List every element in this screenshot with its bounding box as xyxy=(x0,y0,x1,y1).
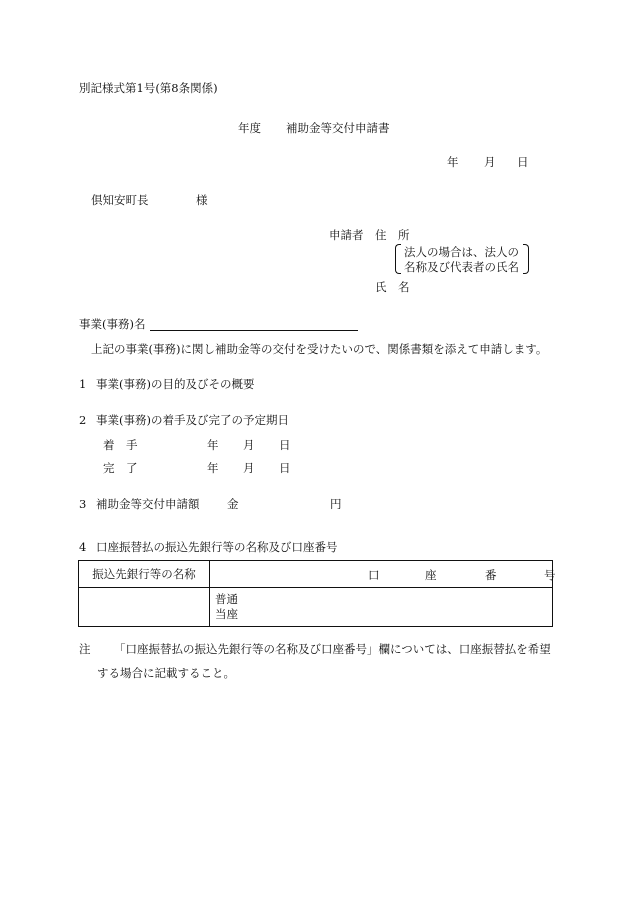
account-header-char-2: 座 xyxy=(425,568,437,582)
start-month: 月 xyxy=(243,438,255,452)
address-label: 住 所 xyxy=(375,228,410,242)
end-label: 完 了 xyxy=(103,461,138,475)
date-month-label: 月 xyxy=(484,155,496,169)
end-year: 年 xyxy=(207,461,219,475)
date-year-label: 年 xyxy=(447,155,459,169)
addressee-name: 倶知安町長 xyxy=(91,193,149,207)
right-bracket xyxy=(523,244,529,274)
start-day: 日 xyxy=(279,438,291,452)
amount-prefix: 金 xyxy=(227,497,239,511)
bank-table-entry-row xyxy=(79,588,553,627)
item-4-number: 4 xyxy=(79,540,87,554)
note-label: 注 xyxy=(79,642,91,656)
item-3-text: 補助金等交付申請額 xyxy=(96,497,200,511)
left-bracket xyxy=(395,244,401,274)
intro-text: 上記の事業(事務)に関し補助金等の交付を受けたいので、関係書類を添えて申請します。 xyxy=(91,342,548,356)
account-type-current: 当座 xyxy=(215,607,238,621)
corporate-note-line2: 名称及び代表者の氏名 xyxy=(404,260,519,274)
applicant-label: 申請者 xyxy=(329,228,364,242)
note-line1: 「口座振替払の振込先銀行等の名称及び口座番号」欄については、口座振替払を希望 xyxy=(114,642,551,656)
account-number-cell[interactable] xyxy=(210,588,553,627)
page-title: 補助金等交付申請書 xyxy=(286,121,390,135)
title-fiscal-year: 年度 xyxy=(238,121,261,135)
account-header-char-4: 号 xyxy=(544,568,556,582)
account-type-ordinary: 普通 xyxy=(215,592,238,606)
end-day: 日 xyxy=(279,461,291,475)
account-number-header xyxy=(210,561,556,588)
bank-table-header-row xyxy=(79,561,553,588)
account-header-char-1: 口 xyxy=(368,568,380,582)
end-month: 月 xyxy=(243,461,255,475)
item-1-number: 1 xyxy=(79,377,87,391)
item-1-text: 事業(事務)の目的及びその概要 xyxy=(96,377,255,391)
bank-account-table xyxy=(78,560,556,627)
bank-name-header: 振込先銀行等の名称 xyxy=(79,561,210,588)
project-name-underline xyxy=(150,330,358,331)
item-2-text: 事業(事務)の着手及び完了の予定期日 xyxy=(96,413,289,427)
account-header-char-3: 番 xyxy=(485,568,497,582)
start-label: 着 手 xyxy=(103,438,138,452)
project-name-label: 事業(事務)名 xyxy=(79,317,146,331)
item-3-number: 3 xyxy=(79,497,87,511)
bank-name-cell[interactable] xyxy=(79,588,210,627)
corporate-note-line1: 法人の場合は、法人の xyxy=(404,245,519,259)
form-number: 別記様式第1号(第8条関係) xyxy=(79,81,218,95)
item-4-text: 口座振替払の振込先銀行等の名称及び口座番号 xyxy=(96,540,338,554)
name-label: 氏 名 xyxy=(375,280,410,294)
item-2-number: 2 xyxy=(79,413,87,427)
date-day-label: 日 xyxy=(517,155,529,169)
start-year: 年 xyxy=(207,438,219,452)
amount-unit: 円 xyxy=(330,497,342,511)
note-line2: する場合に記載すること。 xyxy=(97,666,235,680)
addressee-honorific: 様 xyxy=(196,193,208,207)
